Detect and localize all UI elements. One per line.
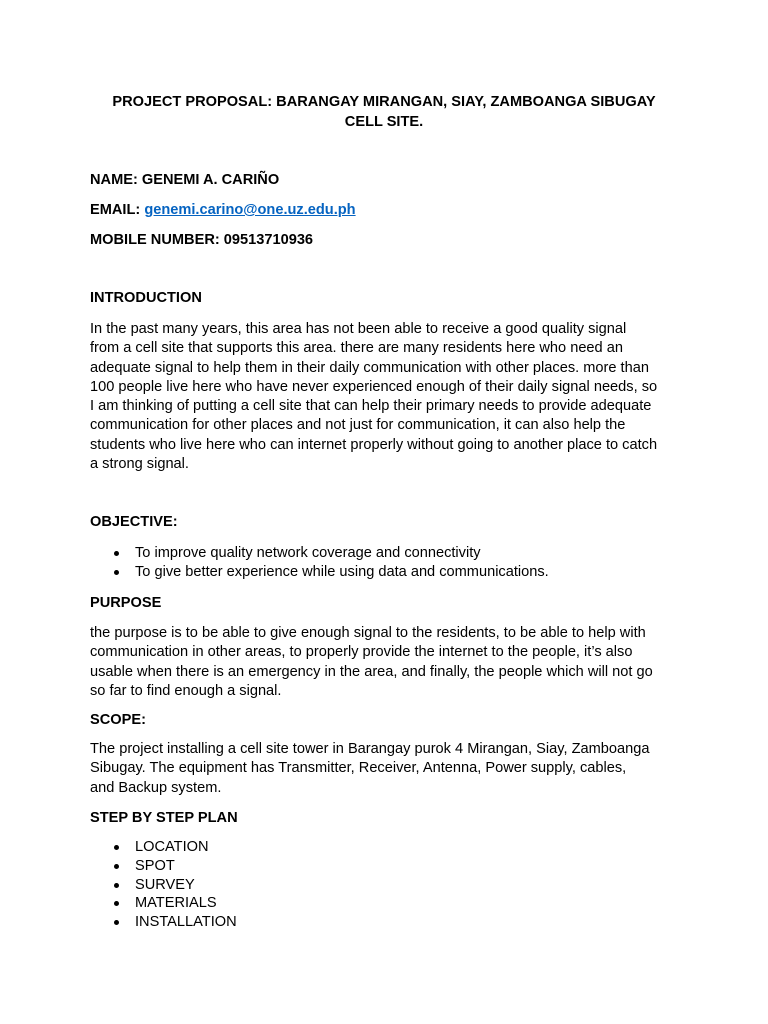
purpose-heading: PURPOSE (90, 595, 162, 611)
introduction-line: I am thinking of putting a cell site that can help their primary needs to provide adequate (90, 398, 652, 415)
introduction-line: communication for other places and not just for communication, it can also help the (90, 417, 626, 434)
list-item: To give better experience while using data and communications. (90, 563, 680, 582)
list-item: To improve quality network coverage and connectivity (90, 544, 680, 563)
introduction-line: from a cell site that supports this area. there are many residents here who need an (90, 340, 623, 357)
bullet-icon (114, 920, 119, 925)
title-line-2: CELL SITE. (344, 113, 424, 130)
bullet-icon (114, 864, 119, 869)
bullet-icon (114, 883, 119, 888)
list-item: MATERIALS (90, 894, 680, 913)
scope-line: The project installing a cell site tower in Barangay purok 4 Mirangan, Siay, Zamboanga (90, 741, 650, 757)
title-line-1: PROJECT PROPOSAL: BARANGAY MIRANGAN, SIAY, ZAMBOANGA SIBUGAY (112, 94, 656, 110)
plan-list (90, 838, 680, 932)
mobile-line: MOBILE NUMBER: 09513710936 (90, 232, 314, 248)
introduction-line: In the past many years, this area has not been able to receive a good quality signal (90, 321, 627, 337)
email-line (90, 201, 356, 220)
bullet-icon (114, 901, 119, 906)
document-title (90, 93, 678, 132)
introduction-line: students who live here who can internet properly without going to another place to catch (90, 436, 658, 453)
list-item: SPOT (90, 857, 680, 876)
introduction-heading: INTRODUCTION (90, 290, 202, 306)
objective-list (90, 544, 680, 583)
purpose-line: usable when there is an emergency in the area, and finally, the people which will not go (90, 663, 653, 680)
purpose-line: communication in other areas, to properly provide the internet to the people, it’s also (90, 644, 633, 661)
objective-heading: OBJECTIVE: (90, 514, 178, 530)
introduction-line: a strong signal. (90, 456, 189, 473)
list-item: LOCATION (90, 838, 680, 857)
purpose-line: the purpose is to be able to give enough signal to the residents, to be able to help with (90, 625, 646, 641)
list-item: SURVEY (90, 876, 680, 895)
scope-heading: SCOPE: (90, 712, 146, 728)
purpose-line: so far to find enough a signal. (90, 682, 282, 699)
purpose-paragraph (90, 624, 680, 701)
scope-line: and Backup system. (90, 779, 222, 796)
email-link[interactable]: genemi.carino@one.uz.edu.ph (144, 202, 356, 218)
list-item: INSTALLATION (90, 913, 680, 932)
bullet-icon (114, 845, 119, 850)
introduction-paragraph (90, 320, 680, 474)
introduction-line: 100 people live here who have never experienced enough of their daily signal needs, so (90, 378, 658, 395)
bullet-icon (114, 570, 119, 575)
name-line: NAME: GENEMI A. CARIÑO (90, 172, 280, 188)
email-label: EMAIL: (90, 202, 141, 218)
bullet-icon (114, 551, 119, 556)
plan-heading: STEP BY STEP PLAN (90, 810, 238, 826)
scope-line: Sibugay. The equipment has Transmitter, Receiver, Antenna, Power supply, cables, (90, 760, 627, 777)
scope-paragraph (90, 740, 680, 798)
introduction-line: adequate signal to help them in their daily communication with other places. more than (90, 359, 649, 376)
